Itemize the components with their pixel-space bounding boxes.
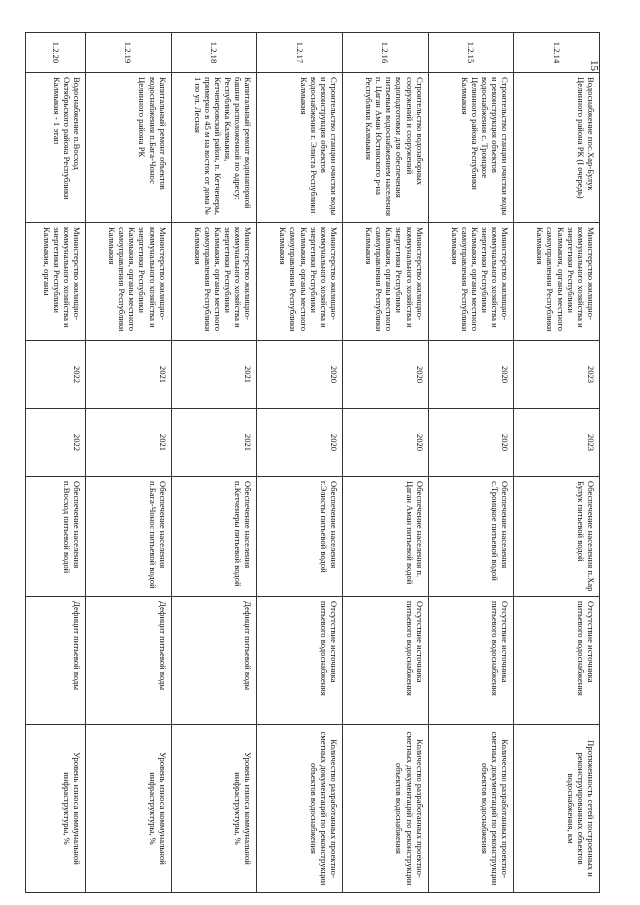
- target-indicator: Протяженность сетей построенных и реконструированных объектов водоснабжения, км: [514, 725, 600, 893]
- problem-description: Отсутствие источника питьевого водоснабжения: [428, 597, 514, 725]
- target-indicator: Количество разработанных проектно-сметных документаций по реконструкции объектов водоснабжения: [428, 725, 514, 893]
- expected-result: Обеспечение населения п.Восход питьевой водой: [26, 477, 86, 597]
- table-row: [514, 33, 600, 893]
- problem-description: Дефицит питьевой воды: [26, 597, 86, 725]
- row-number: 1.2.18: [171, 33, 257, 73]
- row-number: 1.2.19: [86, 33, 172, 73]
- responsible-executor: Министерство жилищно-коммунального хозяйства и энергетики Республики Калмыкия, органы местного самоуправления Республики Калмыкия: [257, 223, 343, 341]
- row-number: 1.2.15: [428, 33, 514, 73]
- table-body: [26, 33, 600, 893]
- row-number: 1.2.17: [257, 33, 343, 73]
- start-year: 2020: [343, 341, 429, 409]
- target-indicator: Количество разработанных проектно-сметных документаций по реконструкции объектов водоснабжения: [343, 725, 429, 893]
- end-year: 2021: [86, 409, 172, 477]
- end-year: 2022: [26, 409, 86, 477]
- measure-name: Капитальный ремонт водонапорной башни расположенной по адресу: Республика Калмыкия, Кетченеровский район, п. Кетченеры, примерно в 45 м на восток от дома № 1 по ул. Лесная: [171, 73, 257, 223]
- measure-name: Строительство водозаборных сооружений и сооружений водоподготовки для обеспечения питьевым водоснабжением населения п. Цаган Аман Юстинского р-на Республики Калмыкия: [343, 73, 429, 223]
- expected-result: Обеспечение населения п.Хар Булук питьевой водой: [514, 477, 600, 597]
- target-indicator: Уровень износа коммунальной инфраструктуры, %: [86, 725, 172, 893]
- expected-result: Обеспечение населения п. Цаган Аман питьевой водой: [343, 477, 429, 597]
- page-number: 15: [588, 60, 600, 71]
- table-row: [26, 33, 86, 893]
- problem-description: Отсутствие источника питьевого водоснабжения: [514, 597, 600, 725]
- expected-result: Обеспечение населения г.Элисты питьевой водой: [257, 477, 343, 597]
- end-year: 2023: [514, 409, 600, 477]
- target-indicator: Количество разработанных проектно-сметных документаций по реконструкции объектов водоснабжения: [257, 725, 343, 893]
- measure-name: Водоснабжение пос.Хар-Булук Целинного района РК (I очередь): [514, 73, 600, 223]
- row-number: 1.2.14: [514, 33, 600, 73]
- measures-table: [25, 32, 600, 893]
- table-row: [86, 33, 172, 893]
- responsible-executor: Министерство жилищно-коммунального хозяйства и энергетики Республики Калмыкия, органы местного самоуправления Республики Калмыкия: [343, 223, 429, 341]
- start-year: 2023: [514, 341, 600, 409]
- start-year: 2020: [257, 341, 343, 409]
- responsible-executor: Министерство жилищно-коммунального хозяйства и энергетики Республики Калмыкия, органы местного самоуправления Республики Калмыкия: [86, 223, 172, 341]
- row-number: 1.2.20: [26, 33, 86, 73]
- measure-name: Строительство станции очистки воды и реконструкция объектов водоснабжения с. Троицкое Целинного района Республики Калмыкия: [428, 73, 514, 223]
- expected-result: Обеспечение населения п.Бага-Чонос питьевой водой: [86, 477, 172, 597]
- responsible-executor: Министерство жилищно-коммунального хозяйства и энергетики Республики Калмыкия, органы местного самоуправления Республики Калмыкия: [171, 223, 257, 341]
- problem-description: Отсутствие источника питьевого водоснабжения: [343, 597, 429, 725]
- responsible-executor: Министерство жилищно-коммунального хозяйства и энергетики Республики Калмыкия, органы местного самоуправления Республики Калмыкия: [514, 223, 600, 341]
- rotated-page: [25, 32, 600, 892]
- start-year: 2020: [428, 341, 514, 409]
- problem-description: Дефицит питьевой воды: [171, 597, 257, 725]
- target-indicator: Уровень износа коммунальной инфраструктуры, %: [26, 725, 86, 893]
- measure-name: Капитальный ремонт объектов водоснабжения п.Бага-Чонос Целинного района РК: [86, 73, 172, 223]
- responsible-executor: Министерство жилищно-коммунального хозяйства и энергетики Республики Калмыкия, органы: [26, 223, 86, 341]
- end-year: 2020: [428, 409, 514, 477]
- measure-name: Строительство станции очистки воды и реконструкция объектов водоснабжения г. Элиста Республики Калмыкия: [257, 73, 343, 223]
- end-year: 2021: [171, 409, 257, 477]
- start-year: 2021: [171, 341, 257, 409]
- expected-result: Обеспечение населения п.Кетченеры питьевой водой: [171, 477, 257, 597]
- table-row: [171, 33, 257, 893]
- end-year: 2020: [343, 409, 429, 477]
- target-indicator: Уровень износа коммунальной инфраструктуры, %: [171, 725, 257, 893]
- row-number: 1.2.16: [343, 33, 429, 73]
- start-year: 2021: [86, 341, 172, 409]
- measure-name: Водоснабжение п.Восход Октябрьского района Республики Калмыкия - 1 этап: [26, 73, 86, 223]
- problem-description: Дефицит питьевой воды: [86, 597, 172, 725]
- responsible-executor: Министерство жилищно-коммунального хозяйства и энергетики Республики Калмыкия, органы местного самоуправления Республики Калмыкия: [428, 223, 514, 341]
- start-year: 2022: [26, 341, 86, 409]
- end-year: 2020: [257, 409, 343, 477]
- table-row: [257, 33, 343, 893]
- table-row: [428, 33, 514, 893]
- table-row: [343, 33, 429, 893]
- expected-result: Обеспечение населения с.Троицкое питьевой водой: [428, 477, 514, 597]
- problem-description: Отсутствие источника питьевого водоснабжения: [257, 597, 343, 725]
